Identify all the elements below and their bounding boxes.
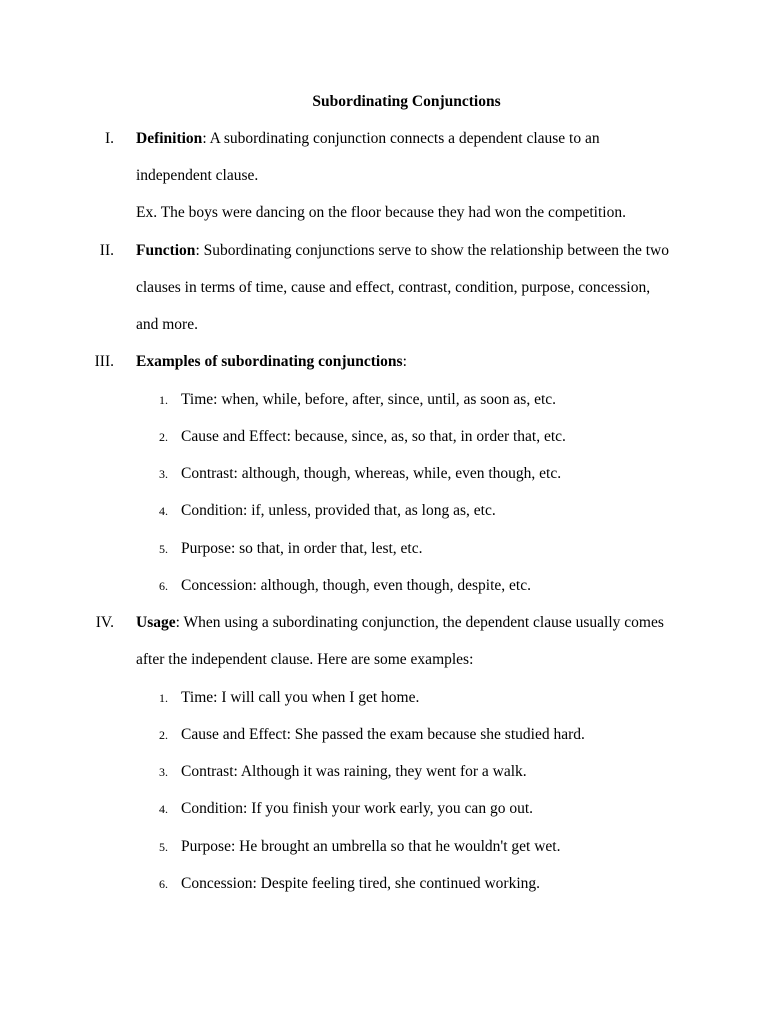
section-numeral: II. <box>99 242 114 259</box>
section-term: Usage <box>136 614 176 631</box>
section-text: : When using a subordinating conjunction, the dependent clause usually comes <box>175 614 664 631</box>
section-function-line-1 <box>136 241 669 261</box>
list-item-number: 4. <box>159 802 168 816</box>
list-item-number: 6. <box>159 877 168 891</box>
list-item: Condition: if, unless, provided that, as long as, etc. <box>181 502 496 519</box>
section-term: Definition <box>136 130 203 147</box>
list-item: Concession: Despite feeling tired, she continued working. <box>181 875 541 892</box>
list-item-number: 4. <box>159 504 168 518</box>
list-item: Condition: If you finish your work early, you can go out. <box>181 800 533 817</box>
section-function-line-2: clauses in terms of time, cause and effect, contrast, condition, purpose, concession, <box>136 279 651 296</box>
list-item: Contrast: although, though, whereas, while, even though, etc. <box>181 465 562 482</box>
section-examples-heading <box>136 352 407 372</box>
list-item-number: 5. <box>159 542 168 556</box>
list-item-number: 5. <box>159 840 168 854</box>
section-definition-example: Ex. The boys were dancing on the floor because they had won the competition. <box>136 204 626 221</box>
section-text: : Subordinating conjunctions serve to show the relationship between the two <box>195 242 669 259</box>
list-item: Cause and Effect: She passed the exam because she studied hard. <box>181 726 585 743</box>
section-definition-line-1 <box>136 129 600 149</box>
list-item-number: 2. <box>159 430 168 444</box>
list-item: Concession: although, though, even though, despite, etc. <box>181 577 531 594</box>
list-item-number: 1. <box>159 393 168 407</box>
list-item-number: 3. <box>159 765 168 779</box>
list-item: Purpose: He brought an umbrella so that he wouldn't get wet. <box>181 838 561 855</box>
list-item: Cause and Effect: because, since, as, so that, in order that, etc. <box>181 428 566 445</box>
document-title: Subordinating Conjunctions <box>312 93 501 110</box>
section-numeral: III. <box>94 353 114 370</box>
list-item: Purpose: so that, in order that, lest, etc. <box>181 540 423 557</box>
section-usage-line-2: after the independent clause. Here are some examples: <box>136 651 474 668</box>
list-item-number: 6. <box>159 579 168 593</box>
section-definition-line-2: independent clause. <box>136 167 259 184</box>
section-usage-line-1 <box>136 613 664 633</box>
list-item: Time: when, while, before, after, since, until, as soon as, etc. <box>181 391 557 408</box>
section-term: Examples of subordinating conjunctions <box>136 353 403 370</box>
section-function-line-3: and more. <box>136 316 198 333</box>
section-text: : <box>402 353 407 370</box>
list-item: Time: I will call you when I get home. <box>181 689 420 706</box>
section-numeral: IV. <box>95 614 114 631</box>
section-numeral: I. <box>104 130 114 147</box>
section-text: : A subordinating conjunction connects a dependent clause to an <box>202 130 600 147</box>
section-term: Function <box>136 242 196 259</box>
list-item-number: 3. <box>159 467 168 481</box>
list-item-number: 1. <box>159 691 168 705</box>
list-item-number: 2. <box>159 728 168 742</box>
list-item: Contrast: Although it was raining, they went for a walk. <box>181 763 527 780</box>
